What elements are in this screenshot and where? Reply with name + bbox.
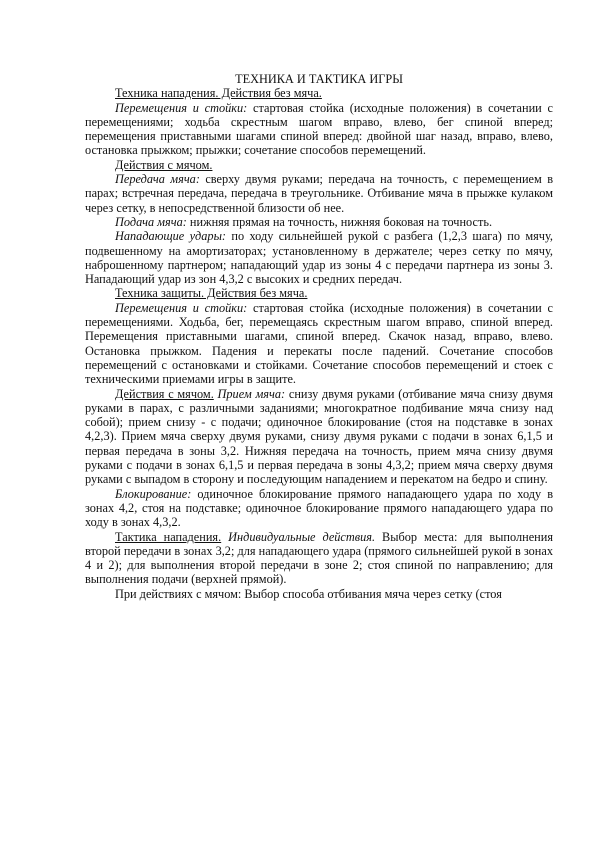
serve-lead: Подача мяча: <box>115 214 187 229</box>
section-heading-ball-actions <box>85 158 553 172</box>
defense-movements-lead: Перемещения и стойки: <box>115 300 248 315</box>
paragraph-defense-movements <box>85 301 553 387</box>
pass-text: сверху двумя руками; передача на точность, с перемещением в парах; встречная передача, передача в треугольнике. Отбивание мяча в прыжке кулаком через сетку, в непосредственной близости об нее. <box>85 172 553 215</box>
blocking-lead: Блокирование: <box>115 486 192 501</box>
paragraph-blocking <box>85 487 553 530</box>
serve-text: нижняя прямая на точность, нижняя боковая на точность. <box>186 214 493 229</box>
paragraph-attack-tactics <box>85 530 553 587</box>
paragraph-serve <box>85 215 553 229</box>
movements-text: стартовая стойка (исходные положения) в сочетании с перемещениями; ходьба скрестным шагом вправо, влево, бег спиной вперед; перемещения приставными шагами спиной вперед: двойной шаг назад, вправо, влево, остановка прыжком; прыжки; сочетание способов перемещений. <box>85 100 553 158</box>
attack-hits-text: по ходу сильнейшей рукой с разбега (1,2,3 шага) по мячу, подвешенному на амортизаторах; установленному в держателе; через сетку по мячу, наброшенному партнером; нападающий удар из зоны 4 с передачи партнера из зоны 3. Нападающий удар из зон 4,3,2 с высоких и средних передач. <box>85 229 553 287</box>
paragraph-movements <box>85 101 553 158</box>
attack-technique-heading: Техника нападения. Действия без мяча. <box>115 86 322 101</box>
attack-tactics-lead: Индивидуальные действия. <box>228 529 376 544</box>
paragraph-attack-hits <box>85 229 553 286</box>
attack-tactics-text: Выбор места: для выполнения второй передачи в зонах 3,2; для нападающего удара (прямого сильнейшей рукой в зонах 4 и 2); для выполнения второй передачи в зоне 2; стоя спиной по направлению; для выполнения подачи (верхней прямой). <box>85 529 553 587</box>
ball-actions-heading: Действия с мячом. <box>115 157 213 172</box>
attack-hits-lead: Нападающие удары: <box>115 229 226 244</box>
movements-lead: Перемещения и стойки: <box>115 100 248 115</box>
paragraph-ball-reception <box>85 387 553 487</box>
blocking-text: одиночное блокирование прямого нападающего удара по ходу в зонах 4,2, стоя на подставке; одиночное блокирование прямого нападающего удара по ходу в зонах 4,3,2. <box>85 486 553 530</box>
section-heading-attack-technique <box>85 86 553 100</box>
defense-movements-text: стартовая стойка (исходные положения) в сочетании с перемещениями. Ходьба, бег, перемещаясь скрестным шагом вправо, спиной вперед. Перемещения приставными шагами, спиной вперед. Скачок назад, вправо, влево. Остановка прыжком. Падения и перекаты после падений. Сочетание способов перемещений с остановками и стойками. Сочетание способов перемещений и стоек с техническими приемами игры в защите. <box>85 300 553 387</box>
pass-lead: Передача мяча: <box>115 172 200 187</box>
ball-reception-text: снизу двумя руками (отбивание мяча снизу двумя руками в парах, с различными заданиями; многократное подбивание мяча снизу над собой); прием снизу - с подачи; одиночное блокирование (стоя на подставке в зонах 4,2,3). Прием мяча сверху двумя руками, снизу двумя руками с подачи в зонах 6,1,5 и первая передача в зоны 3,2. Нижняя передача на точность, прием мяча снизу двумя руками с подачи в зонах 6,1,5 и первая передача в зоны 4,3,2; прием мяча сверху двумя руками с выпадом в сторону и последующим нападением и перекатом на бедро и спину. <box>85 386 553 487</box>
defense-technique-heading: Техника защиты. Действия без мяча. <box>115 286 308 301</box>
ball-reception-lead: Прием мяча: <box>217 386 286 401</box>
document-title: ТЕХНИКА И ТАКТИКА ИГРЫ <box>235 72 403 86</box>
paragraph-ball-actions-choice: При действиях с мячом: Выбор способа отбивания мяча через сетку (стоя <box>115 586 502 601</box>
ball-reception-heading: Действия с мячом. <box>115 386 214 401</box>
paragraph-pass <box>85 172 553 215</box>
document-page <box>85 72 553 601</box>
section-heading-defense-technique <box>85 286 553 300</box>
attack-tactics-heading: Тактика нападения. <box>115 529 222 544</box>
